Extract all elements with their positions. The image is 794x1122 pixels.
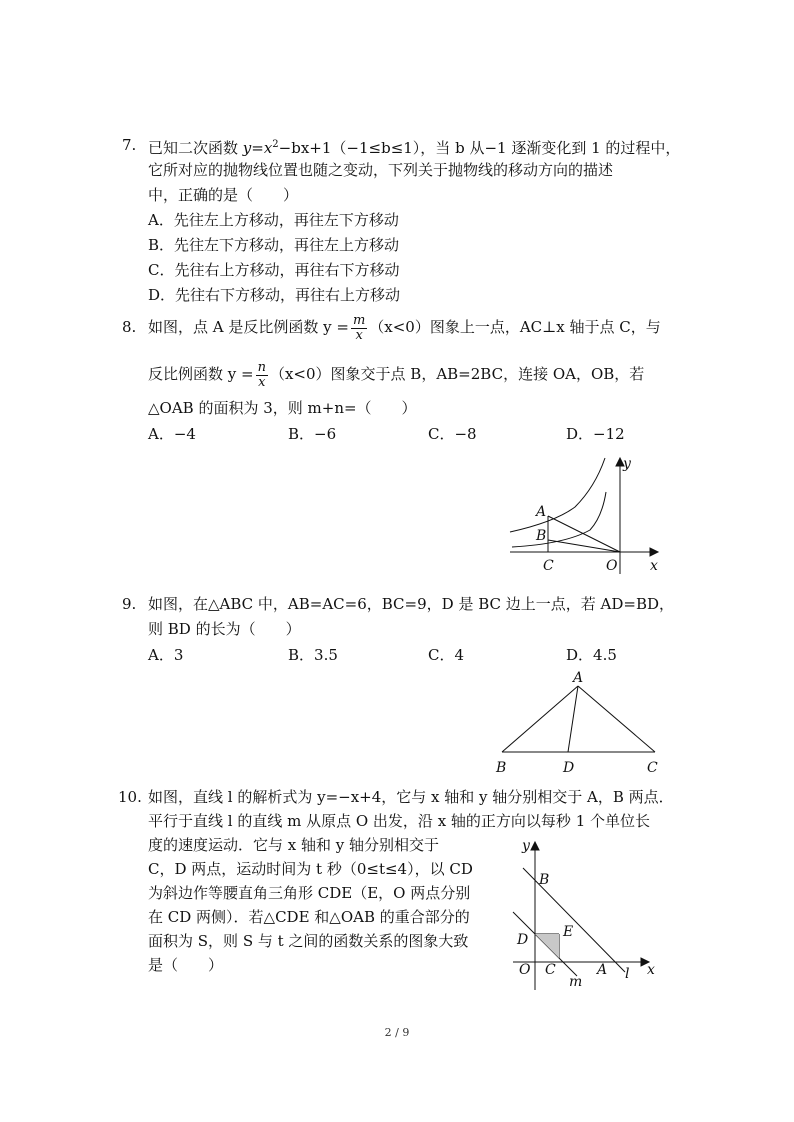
label-a: A (536, 504, 547, 520)
x-axis-arrow (650, 548, 658, 556)
q8-figure (500, 452, 670, 580)
option-d: D．4.5 (566, 646, 617, 664)
label-a: A (597, 962, 608, 978)
label-b: B (539, 872, 550, 888)
question-text: 如图，点 A 是反比例函数 y = $\frac{m}{x}$ （x<0）图象上一点，AC⊥x 轴于点 C，与 (148, 312, 661, 343)
question-text: C，D 两点，运动时间为 t 秒（0≤t≤4），以 CD (148, 860, 473, 878)
fraction-n-over-x: $\frac{n}{x}$ (257, 359, 266, 390)
label-y: y (522, 838, 530, 854)
option-c: C．先往右上方移动，再往右下方移动 (148, 261, 400, 279)
fraction-m-over-x: $\frac{m}{x}$ (352, 312, 366, 343)
label-e: E (563, 924, 574, 940)
label-o: O (606, 558, 618, 574)
question-text: 平行于直线 l 的直线 m 从原点 O 出发，沿 x 轴的正方向以每秒 1 个单位长 (148, 812, 651, 830)
curve-n (512, 492, 606, 547)
label-x: x (647, 962, 655, 978)
segment-ad (568, 686, 578, 752)
label-d: D (517, 932, 529, 948)
question-text: △OAB 的面积为 3，则 m+n=（ ） (148, 399, 417, 417)
question-text: 是（ ） (148, 956, 224, 974)
overlap-region (535, 934, 559, 958)
y-axis-arrow (531, 842, 539, 850)
option-d: D．−12 (566, 425, 625, 443)
segment-ac (578, 686, 655, 752)
question-text: 如图，直线 l 的解析式为 y=−x+4，它与 x 轴和 y 轴分别相交于 A，B 两点． (148, 788, 674, 806)
question-text: 在 CD 两侧）．若△CDE 和△OAB 的重合部分的 (148, 908, 470, 926)
segment-ab (502, 686, 578, 752)
question-text: 为斜边作等腰直角三角形 CDE（E，O 两点分别 (148, 884, 471, 902)
label-l: l (625, 966, 630, 982)
label-x: x (650, 558, 658, 574)
question-text: 反比例函数 y = $\frac{n}{x}$ （x<0）图象交于点 B，AB=2BC，连接 OA，OB，若 (148, 359, 645, 390)
label-d: D (563, 760, 575, 776)
question-number: 10. (118, 788, 142, 806)
question-text: 中，正确的是（ ） (148, 186, 299, 204)
option-a: A．3 (148, 646, 184, 664)
question-text: 它所对应的抛物线位置也随之变动，下列关于抛物线的移动方向的描述 (148, 161, 614, 179)
q10-figure (505, 832, 665, 997)
label-c: C (545, 962, 556, 978)
option-c: C．4 (428, 646, 465, 664)
option-b: B．先往左下方移动，再往左上方移动 (148, 236, 400, 254)
question-number: 8. (122, 318, 137, 336)
page-number: 2 / 9 (384, 1026, 410, 1039)
q9-figure (490, 668, 670, 778)
label-b: B (536, 528, 547, 544)
segment-ob (548, 540, 620, 552)
label-y: y (623, 456, 631, 472)
question-text: 已知二次函数 $y=x^2-bx+1(-1\le b\le 1)$，当 b 从−1 逐渐变化到 1 的过程中， (148, 139, 681, 157)
option-d: D．先往右下方移动，再往右上方移动 (148, 286, 401, 304)
question-text: 则 BD 的长为（ ） (148, 620, 301, 638)
question-text: 度的速度运动．它与 x 轴和 y 轴分别相交于 (148, 836, 440, 854)
option-c: C．−8 (428, 425, 477, 443)
label-c: C (647, 760, 658, 776)
option-a: A．先往左上方移动，再往左下方移动 (148, 211, 399, 229)
option-a: A．−4 (148, 425, 196, 443)
label-b: B (496, 760, 507, 776)
question-text: 面积为 S，则 S 与 t 之间的函数关系的图象大致 (148, 932, 469, 950)
label-o: O (519, 962, 531, 978)
segment-oa (548, 516, 620, 552)
label-c: C (543, 558, 554, 574)
label-m: m (569, 974, 583, 990)
option-b: B．−6 (288, 425, 337, 443)
option-b: B．3.5 (288, 646, 338, 664)
question-number: 7. (122, 136, 137, 154)
question-text: 如图，在△ABC 中，AB=AC=6，BC=9，D 是 BC 边上一点，若 AD=BD， (148, 595, 675, 613)
question-number: 9. (122, 595, 137, 613)
label-a: A (573, 670, 584, 686)
